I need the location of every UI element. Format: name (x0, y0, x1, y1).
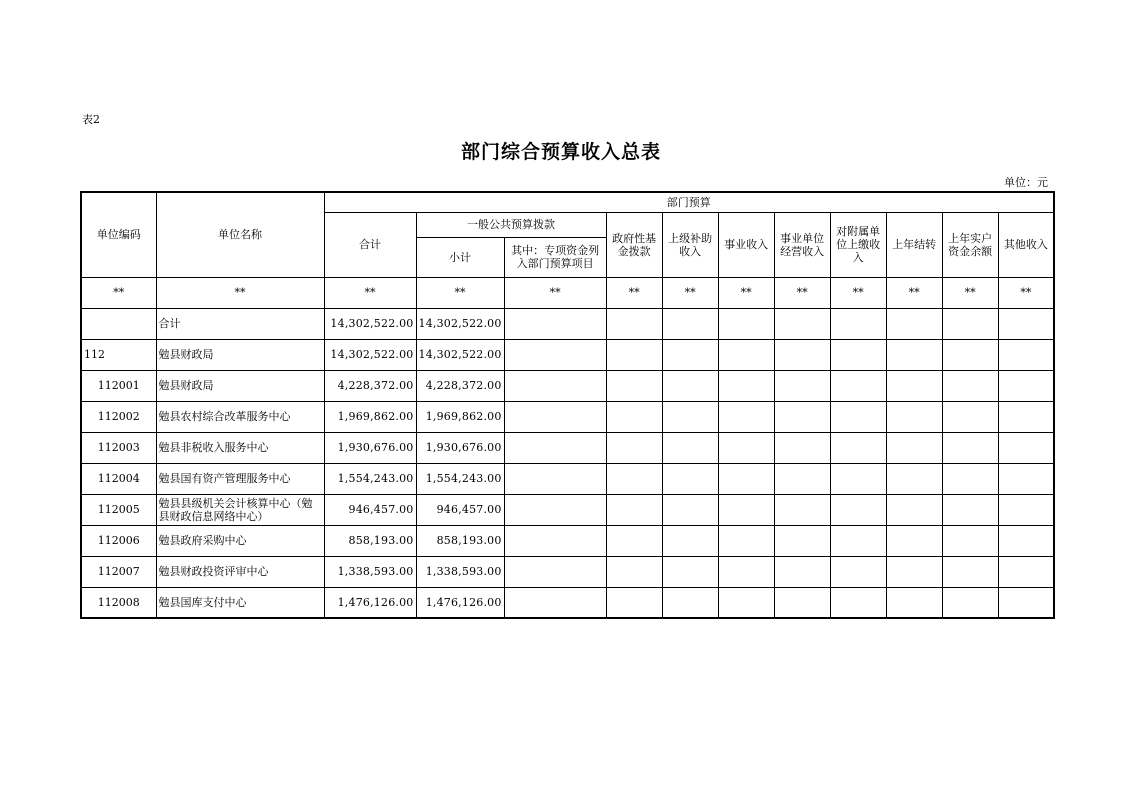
empty-cell (662, 370, 718, 401)
empty-cell (718, 308, 774, 339)
header-code: 单位编码 (81, 192, 156, 277)
empty-cell (504, 463, 606, 494)
subtotal-cell: 1,969,862.00 (416, 401, 504, 432)
empty-cell (942, 339, 998, 370)
empty-cell (606, 432, 662, 463)
table-row (81, 587, 1054, 618)
empty-cell (830, 401, 886, 432)
table-row (81, 339, 1054, 370)
empty-cell (942, 432, 998, 463)
star-cell: ** (718, 277, 774, 308)
unit-name-cell: 勉县财政局 (156, 339, 324, 370)
empty-cell (830, 556, 886, 587)
star-row (81, 277, 1054, 308)
empty-cell (718, 587, 774, 618)
empty-cell (886, 463, 942, 494)
empty-cell (830, 370, 886, 401)
empty-cell (774, 463, 830, 494)
table-row (81, 401, 1054, 432)
empty-cell (774, 587, 830, 618)
header-superior-subsidy: 上级补助收入 (662, 212, 718, 277)
empty-cell (504, 432, 606, 463)
subtotal-cell: 4,228,372.00 (416, 370, 504, 401)
empty-cell (830, 463, 886, 494)
empty-cell (504, 556, 606, 587)
empty-cell (998, 308, 1054, 339)
empty-cell (662, 556, 718, 587)
table-row (81, 432, 1054, 463)
table-row (81, 556, 1054, 587)
empty-cell (886, 339, 942, 370)
subtotal-cell: 1,338,593.00 (416, 556, 504, 587)
empty-cell (886, 556, 942, 587)
unit-code-cell: 112008 (81, 587, 156, 618)
header-other-income: 其他收入 (998, 212, 1054, 277)
empty-cell (504, 308, 606, 339)
empty-cell (662, 432, 718, 463)
star-cell: ** (81, 277, 156, 308)
empty-cell (998, 401, 1054, 432)
empty-cell (886, 494, 942, 525)
star-cell: ** (504, 277, 606, 308)
empty-cell (504, 370, 606, 401)
empty-cell (662, 401, 718, 432)
empty-cell (718, 525, 774, 556)
unit-label: 单位：元 (1004, 176, 1048, 189)
subtotal-cell: 14,302,522.00 (416, 339, 504, 370)
total-cell: 1,969,862.00 (324, 401, 416, 432)
empty-cell (774, 494, 830, 525)
header-gov-fund: 政府性基金拨款 (606, 212, 662, 277)
unit-code-cell: 112003 (81, 432, 156, 463)
empty-cell (998, 339, 1054, 370)
budget-income-table (80, 191, 1055, 619)
star-cell: ** (606, 277, 662, 308)
empty-cell (606, 339, 662, 370)
unit-code-cell: 112002 (81, 401, 156, 432)
empty-cell (718, 339, 774, 370)
subtotal-cell: 858,193.00 (416, 525, 504, 556)
empty-cell (998, 525, 1054, 556)
unit-code-cell: 112001 (81, 370, 156, 401)
star-cell: ** (662, 277, 718, 308)
empty-cell (774, 401, 830, 432)
empty-cell (606, 308, 662, 339)
empty-cell (942, 525, 998, 556)
subtotal-cell: 1,476,126.00 (416, 587, 504, 618)
unit-name-cell: 勉县国库支付中心 (156, 587, 324, 618)
header-last-year-balance: 上年实户资金余额 (942, 212, 998, 277)
empty-cell (662, 308, 718, 339)
empty-cell (662, 525, 718, 556)
unit-code-cell: 112004 (81, 463, 156, 494)
empty-cell (774, 339, 830, 370)
table-row (81, 494, 1054, 525)
empty-cell (942, 370, 998, 401)
unit-code-cell: 112006 (81, 525, 156, 556)
empty-cell (504, 401, 606, 432)
star-cell: ** (886, 277, 942, 308)
star-cell: ** (324, 277, 416, 308)
empty-cell (718, 463, 774, 494)
subtotal-cell: 1,554,243.00 (416, 463, 504, 494)
unit-name-cell: 合计 (156, 308, 324, 339)
unit-name-cell: 勉县国有资产管理服务中心 (156, 463, 324, 494)
empty-cell (942, 401, 998, 432)
empty-cell (886, 525, 942, 556)
empty-cell (998, 432, 1054, 463)
empty-cell (886, 401, 942, 432)
unit-name-cell: 勉县财政投资评审中心 (156, 556, 324, 587)
empty-cell (998, 463, 1054, 494)
total-cell: 858,193.00 (324, 525, 416, 556)
empty-cell (718, 432, 774, 463)
header-total: 合计 (324, 212, 416, 277)
empty-cell (774, 556, 830, 587)
empty-cell (718, 494, 774, 525)
total-cell: 14,302,522.00 (324, 339, 416, 370)
table-number-label: 表2 (82, 113, 100, 126)
empty-cell (942, 308, 998, 339)
table-row (81, 525, 1054, 556)
empty-cell (606, 401, 662, 432)
empty-cell (662, 339, 718, 370)
subtotal-cell: 946,457.00 (416, 494, 504, 525)
empty-cell (830, 308, 886, 339)
total-cell: 14,302,522.00 (324, 308, 416, 339)
total-cell: 4,228,372.00 (324, 370, 416, 401)
page-title: 部门综合预算收入总表 (460, 141, 661, 163)
unit-code-cell (81, 308, 156, 339)
table-row (81, 463, 1054, 494)
empty-cell (998, 494, 1054, 525)
empty-cell (998, 587, 1054, 618)
empty-cell (942, 556, 998, 587)
empty-cell (886, 587, 942, 618)
empty-cell (606, 556, 662, 587)
header-dept-budget: 部门预算 (324, 192, 1054, 212)
unit-name-cell: 勉县政府采购中心 (156, 525, 324, 556)
star-cell: ** (774, 277, 830, 308)
subtotal-cell: 1,930,676.00 (416, 432, 504, 463)
total-cell: 1,930,676.00 (324, 432, 416, 463)
empty-cell (774, 308, 830, 339)
header-general-public: 一般公共预算拨款 (416, 212, 606, 237)
star-cell: ** (156, 277, 324, 308)
unit-code-cell: 112007 (81, 556, 156, 587)
unit-code-cell: 112 (81, 339, 156, 370)
empty-cell (718, 556, 774, 587)
empty-cell (718, 370, 774, 401)
star-cell: ** (830, 277, 886, 308)
unit-name-cell: 勉县非税收入服务中心 (156, 432, 324, 463)
unit-name-cell: 勉县财政局 (156, 370, 324, 401)
unit-name-cell: 勉县县级机关会计核算中心（勉县财政信息网络中心） (156, 494, 324, 525)
header-career-income: 事业收入 (718, 212, 774, 277)
empty-cell (886, 308, 942, 339)
empty-cell (606, 587, 662, 618)
total-cell: 1,338,593.00 (324, 556, 416, 587)
header-subtotal: 小计 (416, 237, 504, 277)
empty-cell (504, 587, 606, 618)
empty-cell (504, 525, 606, 556)
empty-cell (662, 463, 718, 494)
empty-cell (606, 370, 662, 401)
header-career-unit-operating: 事业单位经营收入 (774, 212, 830, 277)
empty-cell (942, 587, 998, 618)
empty-cell (942, 494, 998, 525)
star-cell: ** (416, 277, 504, 308)
star-cell: ** (942, 277, 998, 308)
empty-cell (606, 525, 662, 556)
empty-cell (886, 370, 942, 401)
empty-cell (606, 494, 662, 525)
header-last-year-carryover: 上年结转 (886, 212, 942, 277)
table-row (81, 370, 1054, 401)
empty-cell (830, 525, 886, 556)
header-affiliated-units: 对附属单位上缴收入 (830, 212, 886, 277)
unit-name-cell: 勉县农村综合改革服务中心 (156, 401, 324, 432)
unit-code-cell: 112005 (81, 494, 156, 525)
empty-cell (504, 494, 606, 525)
header-special-funds: 其中：专项资金列入部门预算项目 (504, 237, 606, 277)
empty-cell (942, 463, 998, 494)
empty-cell (830, 432, 886, 463)
star-cell: ** (998, 277, 1054, 308)
total-cell: 946,457.00 (324, 494, 416, 525)
empty-cell (662, 587, 718, 618)
empty-cell (606, 463, 662, 494)
empty-cell (718, 401, 774, 432)
empty-cell (774, 370, 830, 401)
empty-cell (998, 556, 1054, 587)
empty-cell (774, 432, 830, 463)
empty-cell (662, 494, 718, 525)
header-name: 单位名称 (156, 192, 324, 277)
empty-cell (998, 370, 1054, 401)
subtotal-cell: 14,302,522.00 (416, 308, 504, 339)
empty-cell (886, 432, 942, 463)
total-cell: 1,476,126.00 (324, 587, 416, 618)
empty-cell (830, 587, 886, 618)
empty-cell (504, 339, 606, 370)
empty-cell (774, 525, 830, 556)
empty-cell (830, 494, 886, 525)
total-cell: 1,554,243.00 (324, 463, 416, 494)
table-row (81, 308, 1054, 339)
empty-cell (830, 339, 886, 370)
